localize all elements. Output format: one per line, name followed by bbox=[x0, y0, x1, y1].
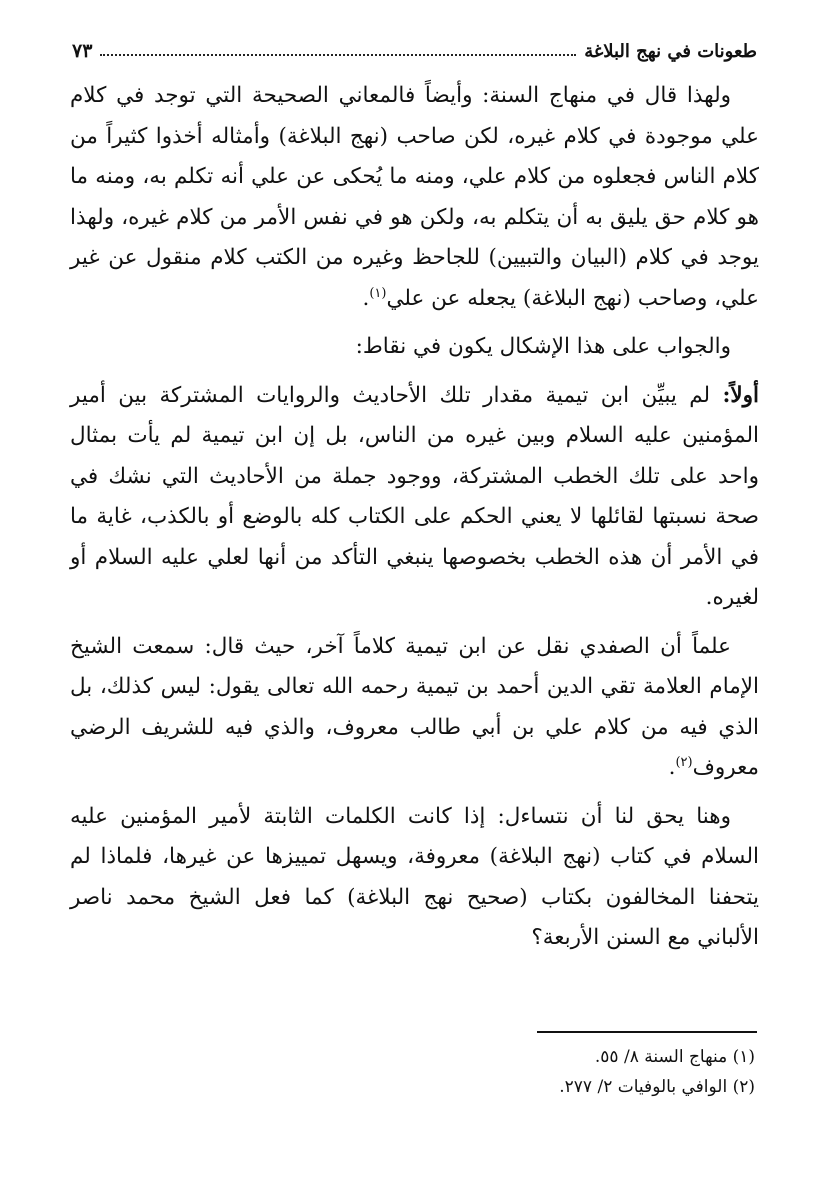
paragraph-4-end: . bbox=[668, 755, 676, 780]
paragraph-3-text: لم يبيِّن ابن تيمية مقدار تلك الأحاديث والروايات المشتركة بين أمير المؤمنين عليه السلام وبين غيره من الناس، بل إن ابن تيمية لم يأت بمثال واحد على تلك الخطب المشتركة، ووجود جملة من الأحاديث التي نشك في صحة نسبتها لقائلها لا يعني الحكم على الكتاب كله بالوضع أو بالكذب، غاية ما في الأمر أن هذه الخطب بخصوصها ينبغي التأكد من أنها لعلي عليه السلام أو لغيره. bbox=[70, 382, 759, 610]
running-header bbox=[72, 28, 757, 62]
paragraph-1-end: . bbox=[362, 285, 370, 311]
footnote-1: (١) منهاج السنة ٨/ ٥٥. bbox=[594, 1047, 755, 1067]
running-title: طعونات في نهج البلاغة bbox=[584, 41, 757, 62]
footnote-ref-2: (٢) bbox=[675, 754, 693, 770]
main-text bbox=[70, 76, 759, 967]
paragraph-4 bbox=[70, 627, 759, 789]
paragraph-4-text: علماً أن الصفدي نقل عن ابن تيمية كلاماً آخر، حيث قال: سمعت الشيخ الإمام العلامة تقي الدين أحمد بن تيمية رحمه الله تعالى يقول: ليس كذلك، بل الذي فيه من كلام علي بن أبي طالب معروف، والذي فيه للشريف الرضي معروف bbox=[70, 633, 759, 780]
footnote-ref-1: (١) bbox=[369, 285, 387, 301]
point-one-label: أولاً: bbox=[722, 382, 759, 408]
paragraph-5-text: وهنا يحق لنا أن نتساءل: إذا كانت الكلمات الثابتة لأمير المؤمنين عليه السلام في كتاب (نهج البلاغة) معروفة، ويسهل تمييزها عن غيرها، فلماذا لم يتحفنا المخالفون بكتاب (صحيح نهج البلاغة) كما فعل الشيخ محمد ناصر الألباني مع السنن الأربعة؟ bbox=[70, 803, 759, 950]
header-dot-leader bbox=[100, 53, 576, 56]
paragraph-2-text: والجواب على هذا الإشكال يكون في نقاط: bbox=[355, 334, 731, 359]
page-number: ٧٣ bbox=[72, 40, 93, 62]
paragraph-3 bbox=[70, 376, 759, 619]
footnote-separator bbox=[537, 1031, 757, 1033]
paragraph-1 bbox=[70, 76, 759, 319]
footnotes bbox=[72, 1042, 755, 1102]
paragraph-2 bbox=[70, 327, 759, 368]
paragraph-5 bbox=[70, 797, 759, 959]
paragraph-1-text: ولهذا قال في منهاج السنة: وأيضاً فالمعاني الصحيحة التي توجد في كلام علي موجودة في كلام غيره، لكن صاحب (نهج البلاغة) وأمثاله أخذوا كثيراً من كلام الناس فجعلوه من كلام علي، ومنه ما يُحكى عن علي أنه تكلم به، ومنه ما هو كلام حق يليق به أن يتكلم به، ولكن هو في نفس الأمر من كلام غيره، ولهذا يوجد في كلام (البيان والتبيين) للجاحظ وغيره من الكتب كلام منقول عن غير علي، وصاحب (نهج البلاغة) يجعله عن علي bbox=[70, 83, 759, 311]
footnote-2: (٢) الوافي بالوفيات ٢/ ٢٧٧. bbox=[559, 1077, 755, 1097]
